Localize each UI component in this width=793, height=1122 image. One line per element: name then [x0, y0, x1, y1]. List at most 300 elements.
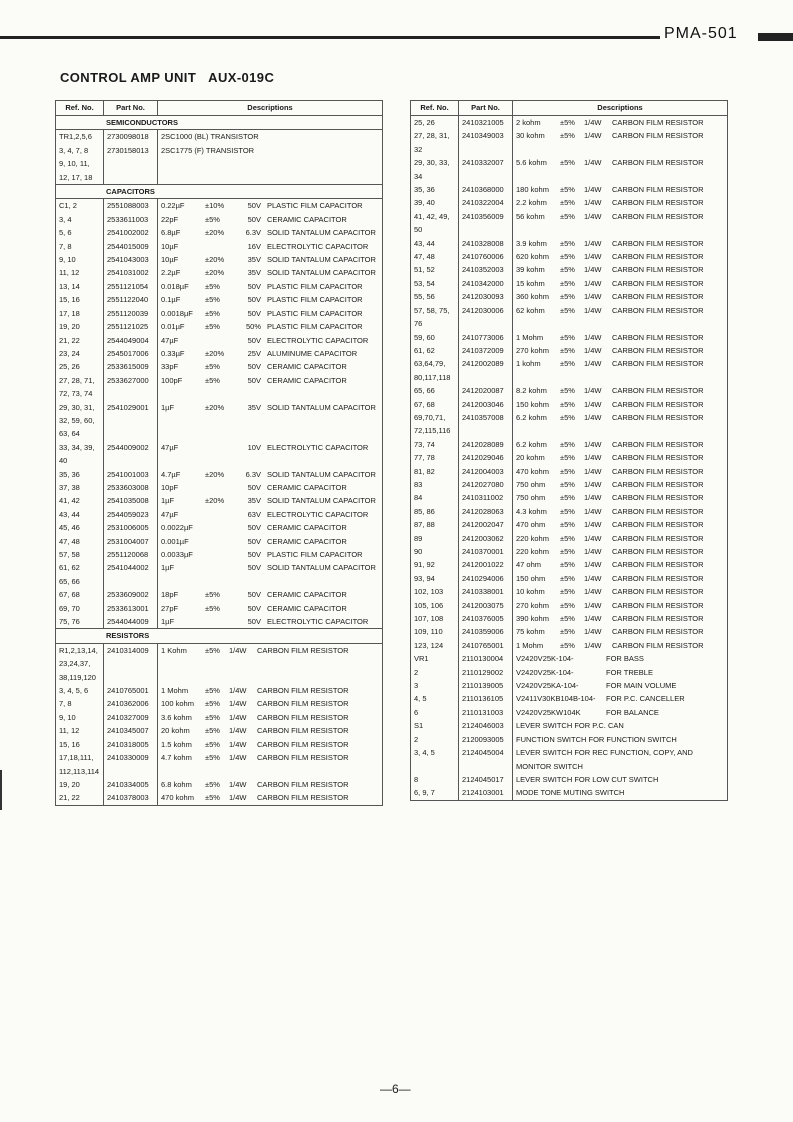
tolerance: ±5%	[560, 560, 575, 570]
resistance: 620 kohm	[516, 252, 549, 262]
ref-no: 21, 22	[56, 334, 104, 347]
tolerance: ±5%	[205, 375, 220, 385]
ref-no: 21, 22	[56, 791, 104, 805]
table-row	[56, 615, 383, 629]
tolerance: ±20%	[205, 255, 225, 265]
part-no	[459, 170, 513, 183]
part-no	[104, 454, 158, 467]
description-cell	[513, 250, 728, 263]
table-row	[56, 468, 383, 481]
resistance: 62 kohm	[516, 305, 545, 315]
table-row	[411, 773, 728, 786]
voltage: 6.3V	[245, 469, 261, 479]
wattage: 1/4W	[584, 292, 602, 302]
ref-no: TR1,2,5,6	[56, 130, 104, 144]
description-cell	[513, 786, 728, 800]
col-header-desc: Descriptions	[513, 101, 728, 116]
table-row	[56, 401, 383, 414]
description-cell	[513, 331, 728, 344]
part-no: 2541035008	[104, 494, 158, 507]
ref-no: 47, 48	[56, 535, 104, 548]
table-row	[411, 170, 728, 183]
description-text: CARBON FILM RESISTOR	[612, 520, 704, 530]
description-cell	[158, 414, 383, 427]
part-no	[104, 414, 158, 427]
table-row	[411, 532, 728, 545]
ref-no: 3, 4, 5, 6	[56, 684, 104, 697]
description-text: CARBON FILM RESISTOR	[612, 359, 704, 369]
part-no	[104, 387, 158, 400]
table-row	[56, 307, 383, 320]
model-name: PMA-501	[664, 25, 738, 42]
part-no: 2410359006	[459, 625, 513, 638]
part-no: 2531004007	[104, 535, 158, 548]
wattage: 1/4W	[584, 252, 602, 262]
description-cell	[158, 751, 383, 764]
description-text: CARBON FILM RESISTOR	[612, 399, 704, 409]
description-cell	[513, 223, 728, 236]
description-text: CARBON FILM RESISTOR	[612, 439, 704, 449]
part-no: 2124046003	[459, 719, 513, 732]
wattage: 1/4W	[229, 726, 247, 736]
description-text: LEVER SWITCH FOR REC FUNCTION, COPY, AND	[516, 748, 693, 758]
resistance: 20 kohm	[161, 726, 190, 736]
ref-no: 4, 5	[411, 692, 459, 705]
header-rule-end	[758, 33, 793, 41]
tolerance: ±5%	[560, 453, 575, 463]
part-no: 2410345007	[104, 724, 158, 737]
description-text: CARBON FILM RESISTOR	[612, 640, 704, 650]
table-row	[56, 226, 383, 239]
wattage: 1/4W	[584, 614, 602, 624]
wattage: 1/4W	[584, 238, 602, 248]
table-row	[56, 643, 383, 657]
part-no: 2410773006	[459, 331, 513, 344]
description-text: CARBON FILM RESISTOR	[612, 211, 704, 221]
description-cell	[513, 558, 728, 571]
description-cell	[513, 196, 728, 209]
description-cell	[158, 454, 383, 467]
description-cell	[158, 588, 383, 601]
variable-resistor-type: V2420V25K-104-	[516, 654, 574, 664]
description-cell	[513, 424, 728, 437]
table-row	[411, 156, 728, 169]
table-row	[56, 427, 383, 440]
capacitance: 47µF	[161, 509, 179, 519]
part-no: 2410356009	[459, 210, 513, 223]
table-row	[411, 706, 728, 719]
description-cell	[158, 561, 383, 574]
ref-no: 7, 8	[56, 240, 104, 253]
section-label: SEMICONDUCTORS	[56, 116, 383, 130]
part-no: 2110131003	[459, 706, 513, 719]
description-cell	[158, 684, 383, 697]
part-no: 2533609002	[104, 588, 158, 601]
table-row	[56, 253, 383, 266]
part-no: 2410362006	[104, 697, 158, 710]
wattage: 1/4W	[584, 506, 602, 516]
voltage: 50V	[247, 214, 261, 224]
part-no: 2410349003	[459, 129, 513, 142]
wattage: 1/4W	[584, 640, 602, 650]
ref-no: 9, 10	[56, 253, 104, 266]
voltage: 50V	[247, 308, 261, 318]
description-cell	[158, 144, 383, 157]
description-text: CERAMIC CAPACITOR	[267, 362, 347, 372]
description-text: PLASTIC FILM CAPACITOR	[267, 295, 363, 305]
tolerance: ±5%	[560, 466, 575, 476]
part-no: 2412028063	[459, 505, 513, 518]
description-text: 2SC1775 (F) TRANSISTOR	[161, 145, 255, 155]
voltage: 50V	[247, 295, 261, 305]
part-no: 2410328008	[459, 237, 513, 250]
tolerance: ±5%	[560, 506, 575, 516]
ref-no: 102, 103	[411, 585, 459, 598]
description-text: ELECTROLYTIC CAPACITOR	[267, 241, 369, 251]
part-no: 2410376005	[459, 612, 513, 625]
tolerance: ±5%	[560, 359, 575, 369]
table-row	[411, 585, 728, 598]
tolerance: ±5%	[560, 439, 575, 449]
description-cell	[513, 478, 728, 491]
ref-no: 81, 82	[411, 465, 459, 478]
capacitance: 0.0022µF	[161, 523, 193, 533]
ref-no: 105, 106	[411, 599, 459, 612]
resistance: 220 kohm	[516, 547, 549, 556]
table-row	[411, 666, 728, 679]
description-cell	[513, 719, 728, 732]
tolerance: ±10%	[205, 201, 225, 211]
part-no: 2533615009	[104, 360, 158, 373]
capacitance: 0.001µF	[161, 536, 189, 546]
description-text: ELECTROLYTIC CAPACITOR	[267, 335, 369, 345]
tolerance: ±5%	[205, 214, 220, 224]
wattage: 1/4W	[584, 158, 602, 168]
description-cell	[513, 384, 728, 397]
voltage: 50V	[247, 375, 261, 385]
tolerance: ±5%	[560, 278, 575, 288]
voltage: 50V	[247, 201, 261, 211]
voltage: 16V	[247, 241, 261, 251]
ref-no: 11, 12	[56, 724, 104, 737]
wattage: 1/4W	[584, 439, 602, 449]
table-row	[56, 280, 383, 293]
part-no: 2410342000	[459, 277, 513, 290]
table-row	[411, 625, 728, 638]
parts-table-right	[410, 100, 728, 801]
table-row	[56, 494, 383, 507]
part-no: 2124045017	[459, 773, 513, 786]
table-row	[411, 196, 728, 209]
table-row	[56, 481, 383, 494]
table-row	[411, 760, 728, 773]
resistance: 39 kohm	[516, 265, 545, 275]
tolerance: ±5%	[560, 479, 575, 489]
capacitance: 10µF	[161, 241, 179, 251]
part-no: 2544059023	[104, 508, 158, 521]
ref-no: 9, 10, 11,	[56, 157, 104, 170]
description-cell	[158, 765, 383, 778]
part-no	[104, 575, 158, 588]
ref-no: 69, 70	[56, 602, 104, 615]
ref-no: 35, 36	[411, 183, 459, 196]
part-no: 2412030093	[459, 290, 513, 303]
part-no: 2533603008	[104, 481, 158, 494]
wattage: 1/4W	[584, 131, 602, 141]
part-no: 2410352003	[459, 263, 513, 276]
tolerance: ±5%	[560, 158, 575, 168]
voltage: 50V	[247, 523, 261, 533]
ref-no: R1,2,13,14,	[56, 643, 104, 657]
section-row	[56, 185, 383, 199]
unit-code: AUX-019C	[208, 70, 275, 85]
ref-no: 45, 46	[56, 521, 104, 534]
tolerance: ±5%	[205, 645, 220, 655]
description-cell	[158, 266, 383, 279]
resistance: 1 Kohm	[161, 645, 187, 655]
table-row	[411, 250, 728, 263]
resistance: 20 kohm	[516, 453, 545, 463]
part-no: 2541031002	[104, 266, 158, 279]
ref-no: 12, 17, 18	[56, 171, 104, 185]
ref-no: 11, 12	[56, 266, 104, 279]
description-text: PLASTIC FILM CAPACITOR	[267, 308, 363, 318]
resistance: 470 ohm	[516, 520, 546, 530]
table-row	[411, 143, 728, 156]
part-no: 2412002089	[459, 357, 513, 370]
wattage: 1/4W	[584, 211, 602, 221]
resistance: 6.2 kohm	[516, 412, 547, 422]
tolerance: ±5%	[205, 281, 220, 291]
voltage: 35V	[247, 268, 261, 278]
tolerance: ±5%	[560, 185, 575, 195]
description-text: CARBON FILM RESISTOR	[612, 265, 704, 275]
description-cell	[158, 535, 383, 548]
table-row	[411, 438, 728, 451]
part-no: 2412003046	[459, 398, 513, 411]
table-row	[56, 199, 383, 213]
part-no: 2541043003	[104, 253, 158, 266]
variable-resistor-type: V2411V30KB104B-104-	[516, 694, 596, 704]
description-text: CARBON FILM RESISTOR	[612, 493, 704, 503]
description-text: CARBON FILM RESISTOR	[612, 185, 704, 195]
voltage: 10V	[247, 442, 261, 452]
description-text: CARBON FILM RESISTOR	[612, 600, 704, 610]
table-row	[56, 240, 383, 253]
part-no: 2410321005	[459, 116, 513, 130]
tolerance: ±5%	[205, 726, 220, 736]
wattage: 1/4W	[229, 739, 247, 749]
resistance: 4.7 kohm	[161, 753, 192, 763]
voltage: 35V	[247, 255, 261, 265]
part-no: 2412003062	[459, 532, 513, 545]
description-cell	[513, 639, 728, 652]
description-cell	[158, 293, 383, 306]
wattage: 1/4W	[584, 345, 602, 355]
table-row	[56, 738, 383, 751]
capacitance: 0.018µF	[161, 281, 189, 291]
capacitance: 0.0033µF	[161, 550, 193, 559]
description-text: CARBON FILM RESISTOR	[612, 252, 704, 262]
table-row	[56, 414, 383, 427]
description-cell	[513, 451, 728, 464]
resistance: 4.3 kohm	[516, 506, 547, 516]
tolerance: ±5%	[560, 412, 575, 422]
wattage: 1/4W	[584, 118, 602, 127]
part-no: 2412002047	[459, 518, 513, 531]
ref-no: 15, 16	[56, 293, 104, 306]
table-row	[411, 612, 728, 625]
description-text: SOLID TANTALUM CAPACITOR	[267, 255, 376, 265]
resistance: 180 kohm	[516, 185, 549, 195]
ref-no: 59, 60	[411, 331, 459, 344]
tolerance: ±5%	[205, 295, 220, 305]
ref-no: 23, 24	[56, 347, 104, 360]
tolerance: ±5%	[205, 699, 220, 709]
ref-no: 61, 62	[56, 561, 104, 574]
ref-no: 17,18,111,	[56, 751, 104, 764]
part-no: 2412020087	[459, 384, 513, 397]
table-row	[56, 575, 383, 588]
tolerance: ±20%	[205, 348, 225, 358]
description-text: FUNCTION SWITCH FOR FUNCTION SWITCH	[516, 734, 677, 744]
description-cell	[513, 692, 728, 705]
ref-no: 85, 86	[411, 505, 459, 518]
voltage: 63V	[247, 509, 261, 519]
part-no: 2412004003	[459, 465, 513, 478]
description-text: CARBON FILM RESISTOR	[612, 573, 704, 583]
table-row	[411, 424, 728, 437]
description-cell	[158, 240, 383, 253]
wattage: 1/4W	[584, 493, 602, 503]
description-cell	[513, 277, 728, 290]
description-text: PLASTIC FILM CAPACITOR	[267, 322, 363, 332]
tolerance: ±5%	[205, 739, 220, 749]
description-text: MODE TONE MUTING SWITCH	[516, 788, 625, 798]
wattage: 1/4W	[584, 198, 602, 208]
description-text: FOR TREBLE	[606, 667, 653, 677]
part-no: 2551120068	[104, 548, 158, 561]
part-no: 2110129002	[459, 666, 513, 679]
description-cell	[513, 733, 728, 746]
description-text: CARBON FILM RESISTOR	[612, 332, 704, 342]
wattage: 1/4W	[584, 399, 602, 409]
tolerance: ±20%	[205, 496, 225, 506]
ref-no: 72,115,116	[411, 424, 459, 437]
description-cell	[513, 773, 728, 786]
voltage: 50V	[247, 550, 261, 559]
description-cell	[158, 615, 383, 629]
tolerance: ±5%	[560, 305, 575, 315]
description-cell	[513, 210, 728, 223]
tolerance: ±5%	[560, 627, 575, 637]
description-text: SOLID TANTALUM CAPACITOR	[267, 563, 376, 573]
ref-no: 112,113,114	[56, 765, 104, 778]
part-no: 2110130004	[459, 652, 513, 665]
description-cell	[513, 746, 728, 759]
table-row	[56, 374, 383, 387]
part-no: 2541044002	[104, 561, 158, 574]
table-row	[56, 791, 383, 805]
tolerance: ±5%	[205, 686, 220, 696]
ref-no: 53, 54	[411, 277, 459, 290]
description-text: SOLID TANTALUM CAPACITOR	[267, 402, 376, 412]
table-row	[411, 411, 728, 424]
part-no: 2410765001	[104, 684, 158, 697]
description-cell	[513, 317, 728, 330]
description-text: 2SC1000 (BL) TRANSISTOR	[161, 132, 259, 142]
resistance: 10 kohm	[516, 587, 545, 597]
voltage: 50V	[247, 335, 261, 345]
table-row	[411, 290, 728, 303]
unit-name: CONTROL AMP UNIT	[60, 70, 197, 85]
capacitance: 27pF	[161, 603, 179, 613]
description-cell	[158, 374, 383, 387]
resistance: 390 kohm	[516, 614, 549, 624]
variable-resistor-type: V2420V25KA-104-	[516, 681, 579, 691]
ref-no: 61, 62	[411, 344, 459, 357]
description-cell	[158, 711, 383, 724]
ref-no: 76	[411, 317, 459, 330]
description-cell	[513, 625, 728, 638]
ref-no: 25, 26	[56, 360, 104, 373]
ref-no: 19, 20	[56, 778, 104, 791]
description-text: CERAMIC CAPACITOR	[267, 214, 347, 224]
description-text: FOR BASS	[606, 654, 644, 664]
voltage: 35V	[247, 496, 261, 506]
tolerance: ±5%	[560, 252, 575, 262]
wattage: 1/4W	[584, 359, 602, 369]
col-header-ref: Ref. No.	[411, 101, 459, 116]
wattage: 1/4W	[584, 278, 602, 288]
part-no	[459, 317, 513, 330]
col-header-ref: Ref. No.	[56, 101, 104, 116]
description-cell	[158, 401, 383, 414]
table-row	[56, 778, 383, 791]
description-text: CARBON FILM RESISTOR	[612, 587, 704, 597]
wattage: 1/4W	[229, 645, 247, 655]
ref-no: 41, 42, 49,	[411, 210, 459, 223]
table-row	[411, 505, 728, 518]
part-no: 2533611003	[104, 213, 158, 226]
table-row	[411, 357, 728, 370]
voltage: 50V	[247, 281, 261, 291]
description-text: CARBON FILM RESISTOR	[612, 547, 704, 556]
part-no: 2412027080	[459, 478, 513, 491]
tolerance: ±5%	[560, 198, 575, 208]
ref-no: 19, 20	[56, 320, 104, 333]
capacitance: 0.0018µF	[161, 308, 193, 318]
wattage: 1/4W	[584, 386, 602, 396]
table-row	[56, 157, 383, 170]
ref-no: 51, 52	[411, 263, 459, 276]
description-cell	[158, 280, 383, 293]
description-text: CARBON FILM RESISTOR	[257, 726, 349, 736]
description-text: CERAMIC CAPACITOR	[267, 536, 347, 546]
ref-no: 3	[411, 679, 459, 692]
variable-resistor-type: V2420V25KW104K	[516, 707, 581, 717]
table-row	[56, 602, 383, 615]
part-no: 2551121054	[104, 280, 158, 293]
table-row	[56, 320, 383, 333]
ref-no: 89	[411, 532, 459, 545]
resistance: 150 kohm	[516, 399, 549, 409]
table-row	[411, 129, 728, 142]
tolerance: ±5%	[560, 265, 575, 275]
tolerance: ±5%	[560, 493, 575, 503]
table-row	[411, 237, 728, 250]
table-row	[411, 465, 728, 478]
